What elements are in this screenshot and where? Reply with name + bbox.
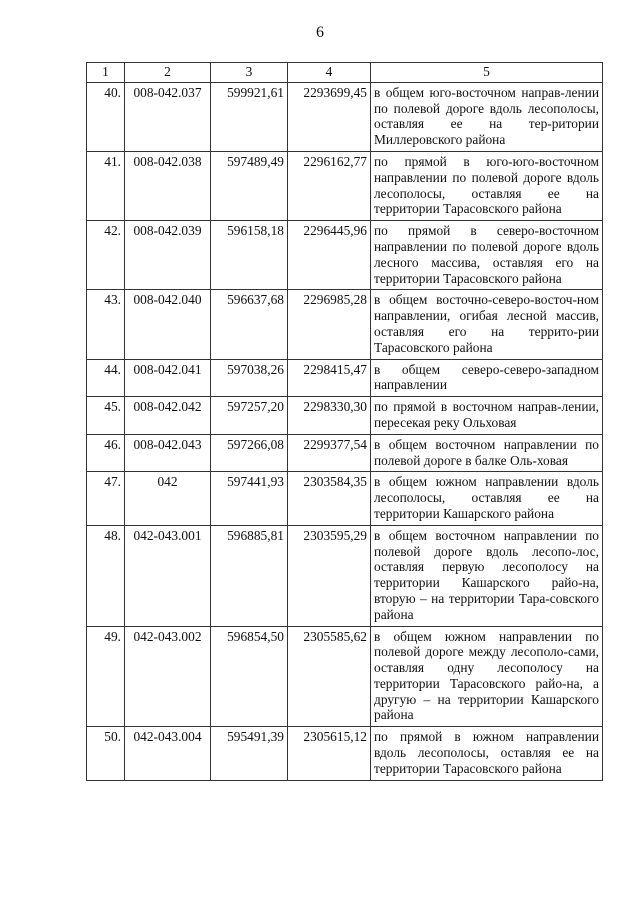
boundary-description: по прямой в юго-юго-восточном направлении по полевой дороге вдоль лесополосы, оставляя ее на территории Тарасовского района (371, 151, 603, 220)
column-header-point-code: 2 (125, 63, 211, 83)
point-code: 008-042.040 (125, 290, 211, 359)
table-row (87, 727, 603, 780)
boundary-description: по прямой в южном направлении вдоль лесополосы, оставляя ее на территории Тарасовского района (371, 727, 603, 780)
x-coordinate: 596158,18 (211, 221, 288, 290)
row-number: 44. (87, 359, 125, 397)
boundary-description: в общем восточном направлении по полевой дороге вдоль лесопо-лос, оставляя первую лесополосу на территории Кашарского райо-на, вторую – на территории Тара-совского района (371, 525, 603, 626)
x-coordinate: 599921,61 (211, 82, 288, 151)
x-coordinate: 596854,50 (211, 626, 288, 727)
boundary-description: в общем северо-северо-западном направлении (371, 359, 603, 397)
x-coordinate: 597489,49 (211, 151, 288, 220)
row-number: 48. (87, 525, 125, 626)
y-coordinate: 2293699,45 (288, 82, 371, 151)
table-header-row (87, 63, 603, 83)
row-number: 40. (87, 82, 125, 151)
table-row (87, 626, 603, 727)
column-header-description: 5 (371, 63, 603, 83)
point-code: 042 (125, 472, 211, 525)
point-code: 008-042.037 (125, 82, 211, 151)
y-coordinate: 2298330,30 (288, 397, 371, 435)
y-coordinate: 2305585,62 (288, 626, 371, 727)
row-number: 50. (87, 727, 125, 780)
column-header-x-coordinate: 3 (211, 63, 288, 83)
boundary-description: по прямой в восточном направ-лении, пересекая реку Ольховая (371, 397, 603, 435)
column-header-number: 1 (87, 63, 125, 83)
y-coordinate: 2296162,77 (288, 151, 371, 220)
row-number: 42. (87, 221, 125, 290)
table-row (87, 151, 603, 220)
x-coordinate: 597257,20 (211, 397, 288, 435)
y-coordinate: 2305615,12 (288, 727, 371, 780)
point-code: 008-042.038 (125, 151, 211, 220)
row-number: 43. (87, 290, 125, 359)
point-code: 008-042.041 (125, 359, 211, 397)
boundary-points-table (86, 62, 603, 781)
row-number: 49. (87, 626, 125, 727)
boundary-description: в общем южном направлении по полевой дороге между лесополо-сами, оставляя одну лесополосу на территории Тарасовского райо-на, а другую – на территории Кашарского района (371, 626, 603, 727)
page-number: 6 (316, 24, 324, 41)
point-code: 008-042.043 (125, 434, 211, 472)
y-coordinate: 2296985,28 (288, 290, 371, 359)
x-coordinate: 597441,93 (211, 472, 288, 525)
row-number: 41. (87, 151, 125, 220)
y-coordinate: 2296445,96 (288, 221, 371, 290)
row-number: 47. (87, 472, 125, 525)
point-code: 042-043.001 (125, 525, 211, 626)
row-number: 46. (87, 434, 125, 472)
boundary-description: в общем восточном направлении по полевой дороге в балке Оль-ховая (371, 434, 603, 472)
y-coordinate: 2299377,54 (288, 434, 371, 472)
point-code: 042-043.004 (125, 727, 211, 780)
y-coordinate: 2298415,47 (288, 359, 371, 397)
table-row (87, 221, 603, 290)
boundary-description: по прямой в северо-восточном направлении по полевой дороге вдоль лесного массива, оставляя его на территории Тарасовского района (371, 221, 603, 290)
x-coordinate: 597038,26 (211, 359, 288, 397)
boundary-description: в общем восточно-северо-восточ-ном направлении, огибая лесной массив, оставляя его на террито-рии Тарасовского района (371, 290, 603, 359)
column-header-y-coordinate: 4 (288, 63, 371, 83)
table-row (87, 434, 603, 472)
table-row (87, 290, 603, 359)
point-code: 008-042.039 (125, 221, 211, 290)
x-coordinate: 596637,68 (211, 290, 288, 359)
y-coordinate: 2303584,35 (288, 472, 371, 525)
y-coordinate: 2303595,29 (288, 525, 371, 626)
row-number: 45. (87, 397, 125, 435)
table-row (87, 359, 603, 397)
point-code: 042-043.002 (125, 626, 211, 727)
table-row (87, 472, 603, 525)
boundary-description: в общем южном направлении вдоль лесополосы, оставляя ее на территории Кашарского района (371, 472, 603, 525)
x-coordinate: 597266,08 (211, 434, 288, 472)
x-coordinate: 596885,81 (211, 525, 288, 626)
table-row (87, 397, 603, 435)
table-row (87, 82, 603, 151)
point-code: 008-042.042 (125, 397, 211, 435)
table-row (87, 525, 603, 626)
x-coordinate: 595491,39 (211, 727, 288, 780)
boundary-description: в общем юго-восточном направ-лении по полевой дороге вдоль лесополосы, оставляя ее на тер-ритории Миллеровского района (371, 82, 603, 151)
